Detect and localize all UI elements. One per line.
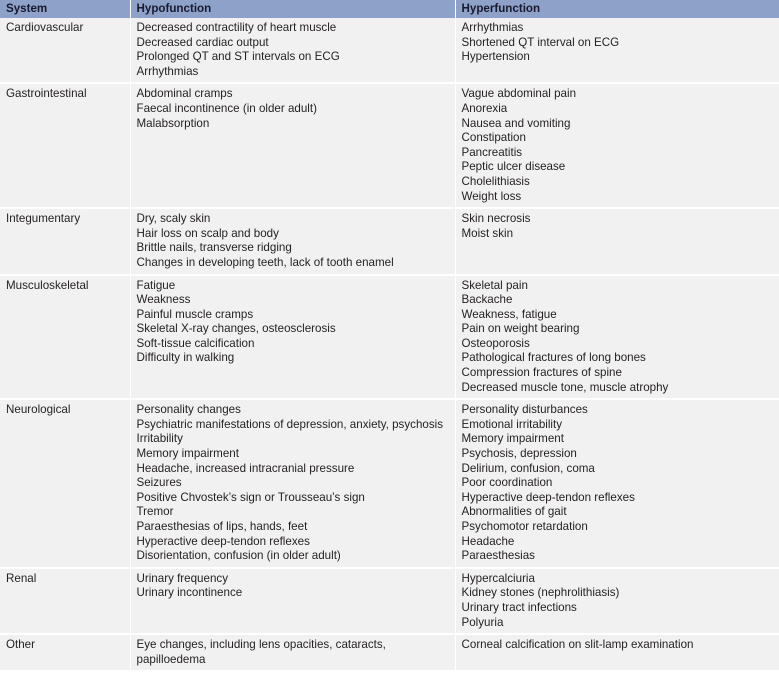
hyperfunction-item: Backache — [461, 293, 513, 307]
hyperfunction-item: Skeletal pain — [461, 278, 528, 292]
table-row — [0, 83, 779, 208]
hypofunction-item: Painful muscle cramps — [136, 307, 254, 321]
hyperfunction-item: Hyperactive deep-tendon reflexes — [461, 490, 635, 504]
hyperfunction-item: Hypercalciuria — [461, 571, 535, 585]
hypofunction-cell — [130, 208, 455, 274]
hyperfunction-item: Moist skin — [461, 226, 514, 240]
table-row — [0, 18, 779, 83]
hypofunction-item: Hyperactive deep-tendon reflexes — [136, 534, 310, 548]
hyperfunction-item: Urinary tract infections — [461, 600, 577, 614]
hyperfunction-item: Abnormalities of gait — [461, 505, 567, 519]
hyperfunction-item: Kidney stones (nephrolithiasis) — [461, 586, 620, 600]
hypofunction-item: Decreased contractility of heart muscle — [136, 21, 337, 34]
hyperfunction-item: Shortened QT interval on ECG — [461, 35, 620, 49]
system-name: Integumentary — [6, 212, 81, 226]
hypofunction-item: Malabsorption — [136, 116, 210, 130]
hypofunction-cell — [130, 18, 455, 83]
hyperfunction-item: Pain on weight bearing — [461, 322, 580, 336]
system-cell — [0, 83, 130, 208]
hypofunction-item: Memory impairment — [136, 447, 239, 461]
system-cell — [0, 208, 130, 274]
hyperfunction-item: Corneal calcification on slit-lamp examination — [461, 638, 694, 652]
hypofunction-cell — [130, 399, 455, 568]
hypofunction-cell — [130, 568, 455, 634]
hyperfunction-item: Constipation — [461, 131, 526, 145]
hypofunction-item: Seizures — [136, 476, 182, 490]
hypofunction-item: Urinary frequency — [136, 571, 228, 585]
system-name: Renal — [6, 571, 37, 585]
hypofunction-item: Prolonged QT and ST intervals on ECG — [136, 50, 340, 64]
table-row — [0, 275, 779, 400]
table-row — [0, 208, 779, 274]
hyperfunction-cell — [455, 18, 779, 83]
hyperfunction-cell — [455, 275, 779, 400]
hyperfunction-item: Emotional irritability — [461, 417, 563, 431]
hypofunction-item: Changes in developing teeth, lack of tooth enamel — [136, 255, 394, 269]
system-name: Musculoskeletal — [6, 278, 89, 292]
hyperfunction-item: Skin necrosis — [461, 212, 531, 226]
header-hypofunction: Hypofunction — [130, 0, 455, 18]
hyperfunction-item: Vague abdominal pain — [461, 87, 577, 101]
hypofunction-item: Urinary incontinence — [136, 586, 243, 600]
hyperfunction-item: Weakness, fatigue — [461, 307, 557, 321]
hypofunction-item: Dry, scaly skin — [136, 212, 211, 226]
hypofunction-item: Weakness — [136, 293, 191, 307]
hypofunction-item: Irritability — [136, 432, 183, 446]
hypofunction-item: Arrhythmias — [136, 64, 199, 78]
hypofunction-cell — [130, 83, 455, 208]
hyperfunction-item: Nausea and vomiting — [461, 116, 571, 130]
hyperfunction-item: Personality disturbances — [461, 403, 588, 417]
system-cell — [0, 634, 130, 671]
system-cell — [0, 399, 130, 568]
hypofunction-item: Hair loss on scalp and body — [136, 226, 279, 240]
hypofunction-item: Abdominal cramps — [136, 87, 233, 101]
hyperfunction-cell — [455, 568, 779, 634]
hyperfunction-cell — [455, 399, 779, 568]
hypofunction-item: Personality changes — [136, 403, 241, 417]
hyperfunction-item: Delirium, confusion, coma — [461, 461, 595, 475]
hypofunction-item: Tremor — [136, 505, 174, 519]
hyperfunction-item: Anorexia — [461, 101, 508, 115]
hyperfunction-cell — [455, 83, 779, 208]
hyperfunction-item: Compression fractures of spine — [461, 366, 622, 380]
hyperfunction-item: Paraesthesias — [461, 549, 535, 563]
hypofunction-item: Headache, increased intracranial pressure — [136, 461, 355, 475]
hyperfunction-item: Cholelithiasis — [461, 174, 530, 188]
hyperfunction-item: Arrhythmias — [461, 21, 524, 34]
hypofunction-item: Soft-tissue calcification — [136, 336, 255, 350]
header-row — [0, 0, 779, 18]
hypofunction-item: Eye changes, including lens opacities, cataracts, papilloedema — [136, 638, 386, 666]
hyperfunction-item: Peptic ulcer disease — [461, 160, 566, 174]
hyperfunction-item: Pathological fractures of long bones — [461, 351, 646, 365]
header-system: System — [0, 0, 130, 18]
header-hyperfunction: Hyperfunction — [455, 0, 779, 18]
hypofunction-item: Positive Chvostek’s sign or Trousseau’s sign — [136, 490, 365, 504]
table-row — [0, 399, 779, 568]
hypofunction-item: Paraesthesias of lips, hands, feet — [136, 520, 308, 533]
hyperfunction-item: Polyuria — [461, 615, 504, 629]
hyperfunction-item: Psychomotor retardation — [461, 520, 588, 533]
hypofunction-item: Psychiatric manifestations of depression, anxiety, psychosis — [136, 417, 444, 431]
hyperfunction-cell — [455, 634, 779, 671]
hypofunction-item: Fatigue — [136, 278, 176, 292]
system-name: Cardiovascular — [6, 21, 84, 34]
hyperfunction-item: Pancreatitis — [461, 145, 523, 159]
hyperfunction-item: Headache — [461, 534, 515, 548]
hyperfunction-cell — [455, 208, 779, 274]
hyperfunction-item: Osteoporosis — [461, 336, 530, 350]
hyperfunction-item: Hypertension — [461, 50, 530, 64]
hypofunction-item: Decreased cardiac output — [136, 35, 269, 49]
system-cell — [0, 275, 130, 400]
hypofunction-cell — [130, 634, 455, 671]
hypofunction-item: Skeletal X-ray changes, osteosclerosis — [136, 322, 336, 336]
system-name: Other — [6, 638, 35, 652]
system-name: Gastrointestinal — [6, 87, 87, 101]
hypofunction-item: Faecal incontinence (in older adult) — [136, 101, 317, 115]
hyperfunction-item: Poor coordination — [461, 476, 553, 490]
table-row — [0, 568, 779, 634]
hypofunction-item: Brittle nails, transverse ridging — [136, 241, 292, 255]
system-cell — [0, 568, 130, 634]
hypofunction-cell — [130, 275, 455, 400]
hypofunction-item: Difficulty in walking — [136, 351, 235, 365]
hyperfunction-item: Weight loss — [461, 189, 522, 203]
hypofunction-item: Disorientation, confusion (in older adult) — [136, 549, 341, 563]
system-name: Neurological — [6, 403, 71, 417]
hyperfunction-item: Memory impairment — [461, 432, 564, 446]
table-body — [0, 18, 779, 671]
hyperfunction-item: Decreased muscle tone, muscle atrophy — [461, 380, 669, 394]
table-row — [0, 634, 779, 671]
hyperfunction-item: Psychosis, depression — [461, 447, 577, 461]
system-cell — [0, 18, 130, 83]
